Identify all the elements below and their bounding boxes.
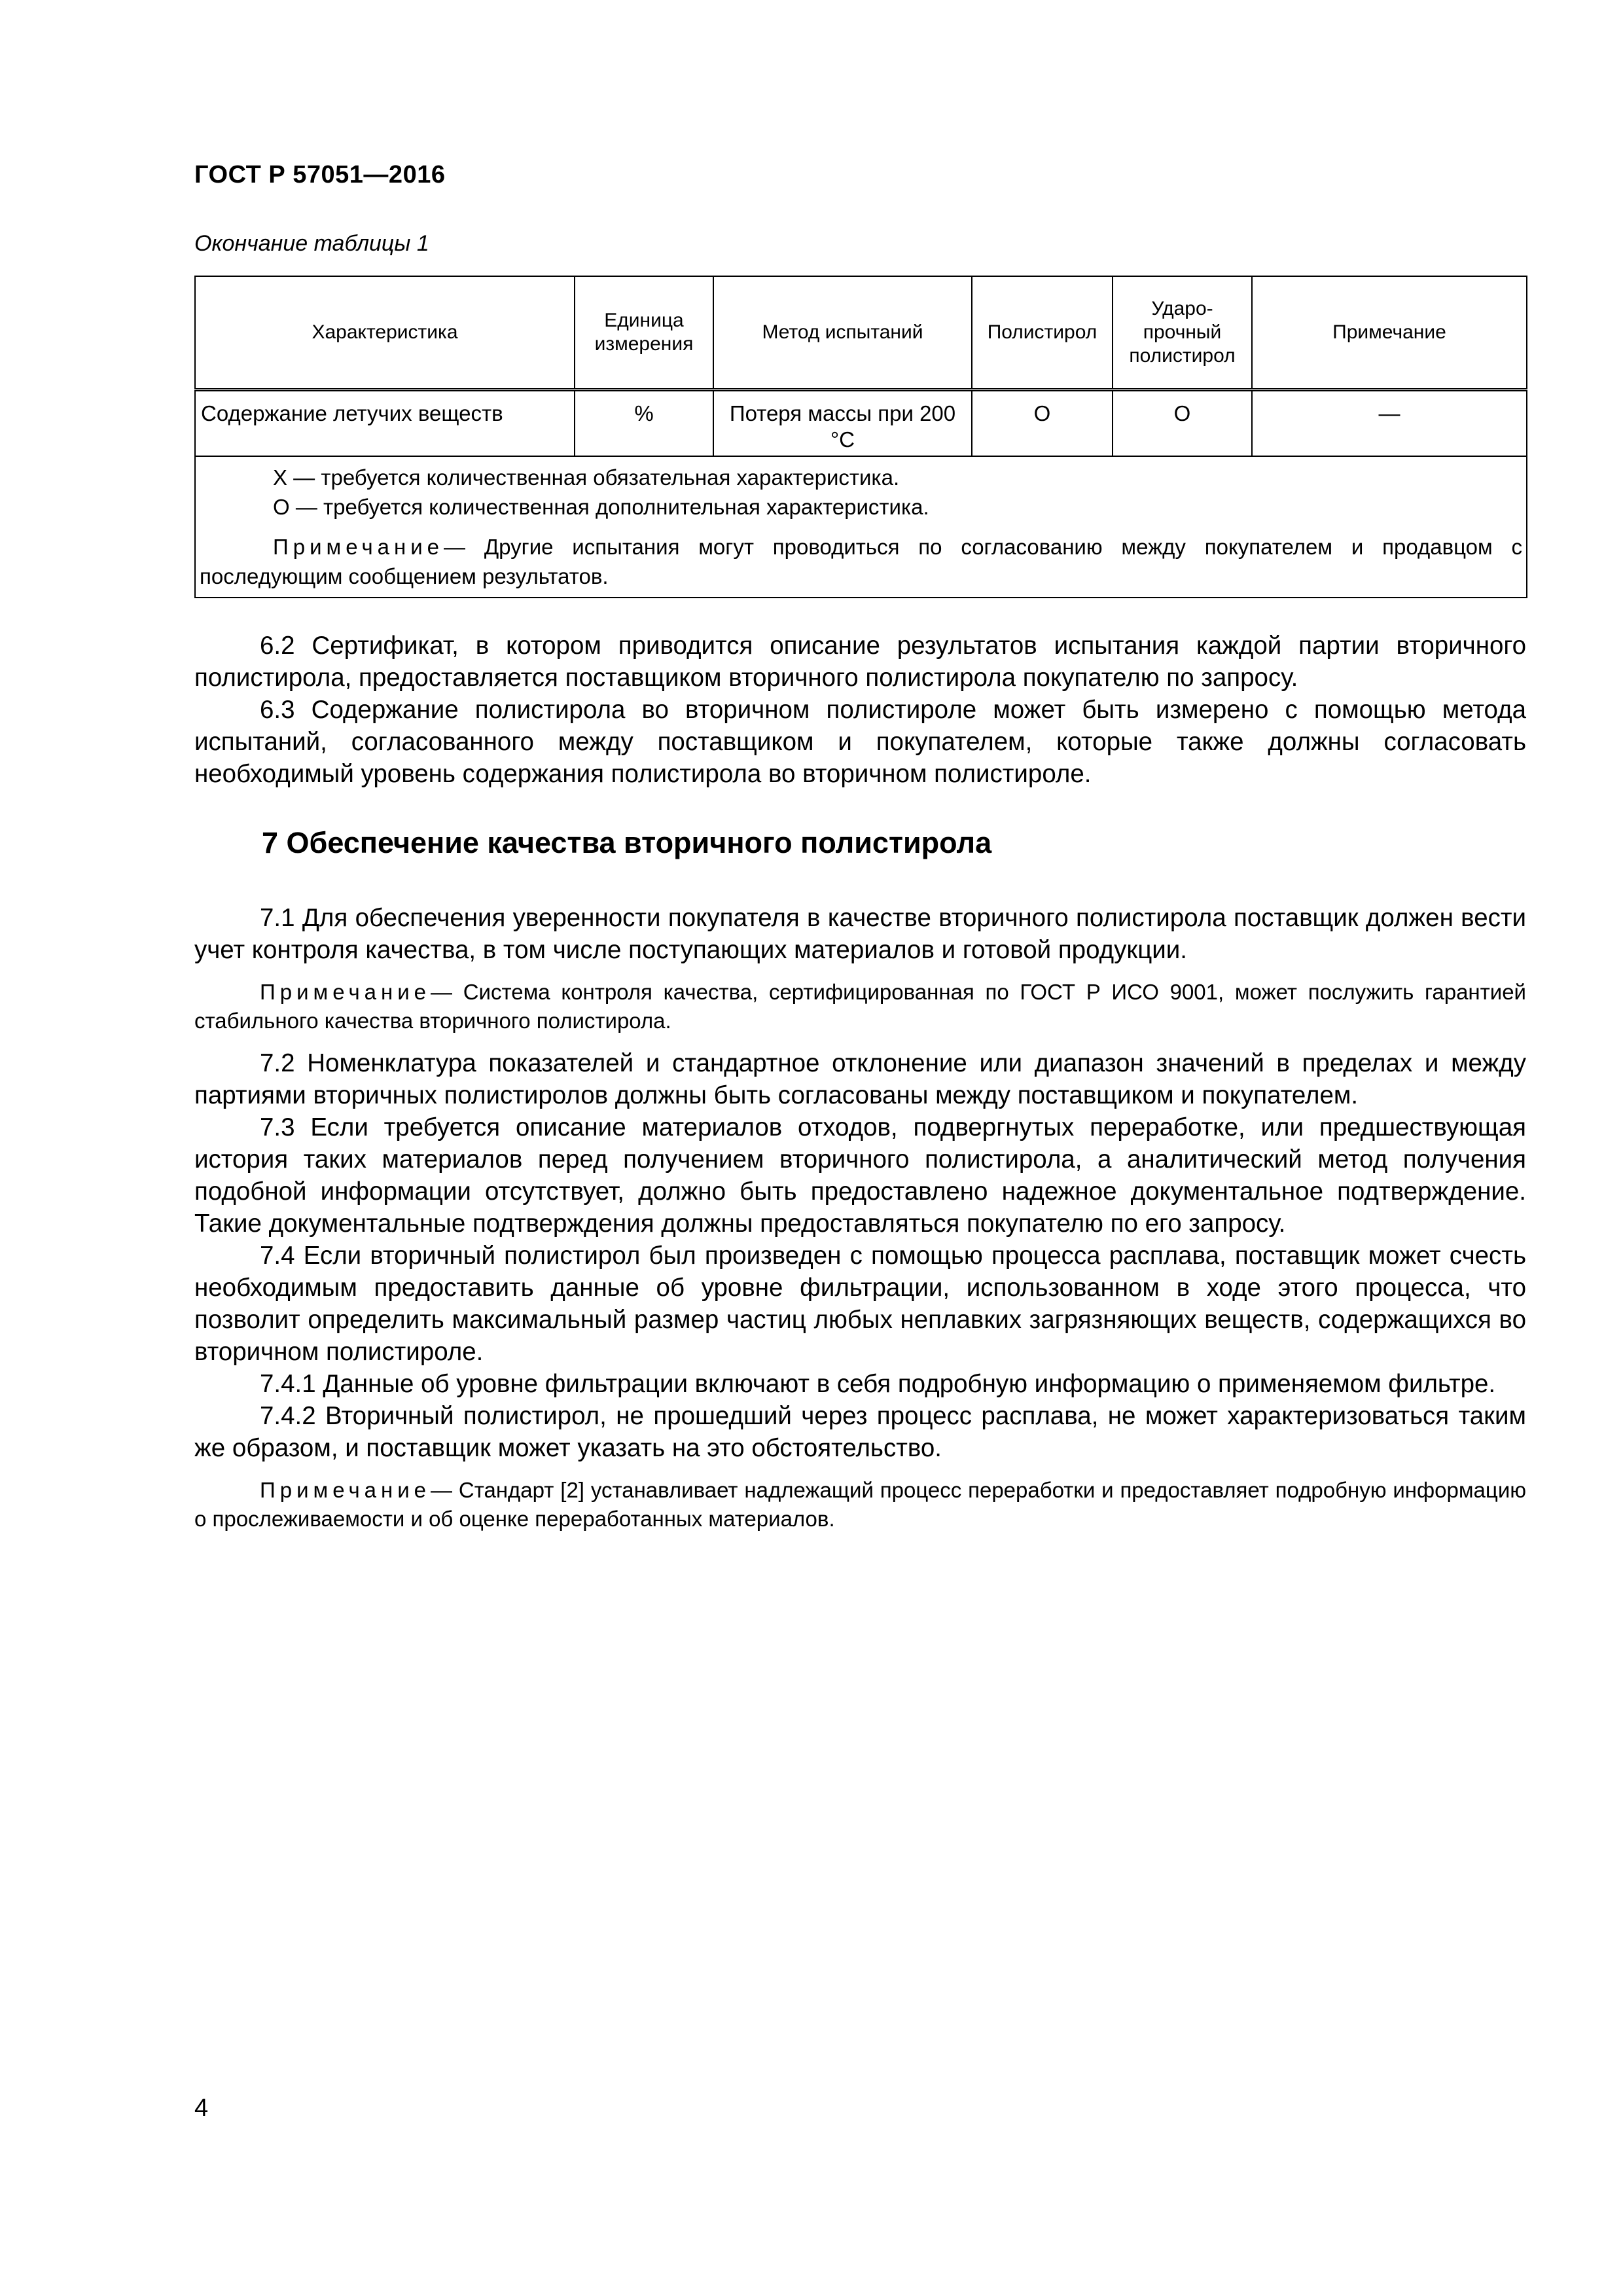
table-notes-row	[195, 456, 1527, 598]
table-notes	[195, 456, 1527, 598]
col-header-impact-polystyrene: Ударо-прочный полистирол	[1113, 276, 1252, 390]
document-code: ГОСТ Р 57051—2016	[194, 161, 446, 188]
section7-paragraphs	[194, 902, 1526, 1534]
legend-x: Х — требуется количественная обязательная характеристика.	[273, 465, 900, 490]
cell-method: Потеря массы при 200 °С	[713, 390, 972, 457]
col-header-unit: Единица измерения	[575, 276, 713, 390]
section-7-heading: 7 Обеспечение качества вторичного полистирола	[262, 826, 992, 859]
paragraph-7-4-1: 7.4.1 Данные об уровне фильтрации включают в себя подробную информацию о применяемом фильтре.	[260, 1370, 1496, 1398]
paragraph-7-4-2: 7.4.2 Вторичный полистирол, не прошедший через процесс расплава, не может характеризоваться таким же образом, и поставщик может указать на это обстоятельство.	[194, 1402, 1526, 1462]
note-7-1	[194, 978, 1526, 1035]
note-text: — Стандарт [2] устанавливает надлежащий процесс переработки и предоставляет подробную информацию о прослеживаемости и об оценке переработанных материалов.	[194, 1478, 1526, 1531]
cell-polystyrene: О	[972, 390, 1113, 457]
table-note-label: Примечание	[273, 534, 444, 559]
paragraph-7-2: 7.2 Номенклатура показателей и стандартное отклонение или диапазон значений в пределах и между партиями вторичных полистиролов должны быть согласованы между поставщиком и покупателем.	[194, 1049, 1526, 1109]
table-caption: Окончание таблицы 1	[194, 231, 429, 256]
cell-unit: %	[575, 390, 713, 457]
table-row	[195, 390, 1527, 457]
note-label: Примечание	[260, 1478, 431, 1502]
paragraph-7-3: 7.3 Если требуется описание материалов отходов, подвергнутых переработке, или предшествующая история таких материалов перед получением вторичного полистирола, а аналитический метод получения подобной информации отсутствует, должно быть предоставлено надежное документальное подтверждение. Такие документальные подтверждения должны предоставляться покупателю по его запросу.	[194, 1113, 1526, 1238]
paragraph-6-2: 6.2 Сертификат, в котором приводится описание результатов испытания каждой партии вторичного полистирола, предоставляется поставщиком вторичного полистирола покупателю по запросу.	[194, 632, 1526, 692]
cell-note: —	[1252, 390, 1527, 457]
cell-impact-polystyrene: О	[1113, 390, 1252, 457]
page-number: 4	[194, 2094, 209, 2122]
legend-o: О — требуется количественная дополнительная характеристика.	[273, 494, 929, 519]
table-header-row	[195, 276, 1527, 390]
note-label: Примечание	[260, 980, 431, 1004]
col-header-note: Примечание	[1252, 276, 1527, 390]
table-note-text: — Другие испытания могут проводиться по согласованию между покупателем и продавцом с последующим сообщением результатов.	[200, 534, 1522, 588]
col-header-characteristic: Характеристика	[195, 276, 575, 390]
cell-characteristic: Содержание летучих веществ	[195, 390, 575, 457]
paragraph-7-4: 7.4 Если вторичный полистирол был произведен с помощью процесса расплава, поставщик может счесть необходимым предоставить данные об уровне фильтрации, использованном в ходе этого процесса, что позволит определить максимальный размер частиц любых неплавких загрязняющих веществ, содержащихся во вторичном полистироле.	[194, 1242, 1526, 1366]
col-header-polystyrene: Полистирол	[972, 276, 1113, 390]
paragraph-7-1: 7.1 Для обеспечения уверенности покупателя в качестве вторичного полистирола поставщик должен вести учет контроля качества, в том числе поступающих материалов и готовой продукции.	[194, 904, 1526, 964]
paragraph-6-3: 6.3 Содержание полистирола во вторичном полистироле может быть измерено с помощью метода испытаний, согласованного между поставщиком и покупателем, которые также должны согласовать необходимый уровень содержания полистирола во вторичном полистироле.	[194, 696, 1526, 788]
table-note	[200, 533, 1522, 592]
table-1	[194, 276, 1527, 598]
col-header-method: Метод испытаний	[713, 276, 972, 390]
note-text: — Система контроля качества, сертифицированная по ГОСТ Р ИСО 9001, может послужить гарантией стабильного качества вторичного полистирола.	[194, 980, 1526, 1033]
note-7-4-2	[194, 1476, 1526, 1534]
section6-paragraphs	[194, 630, 1526, 790]
